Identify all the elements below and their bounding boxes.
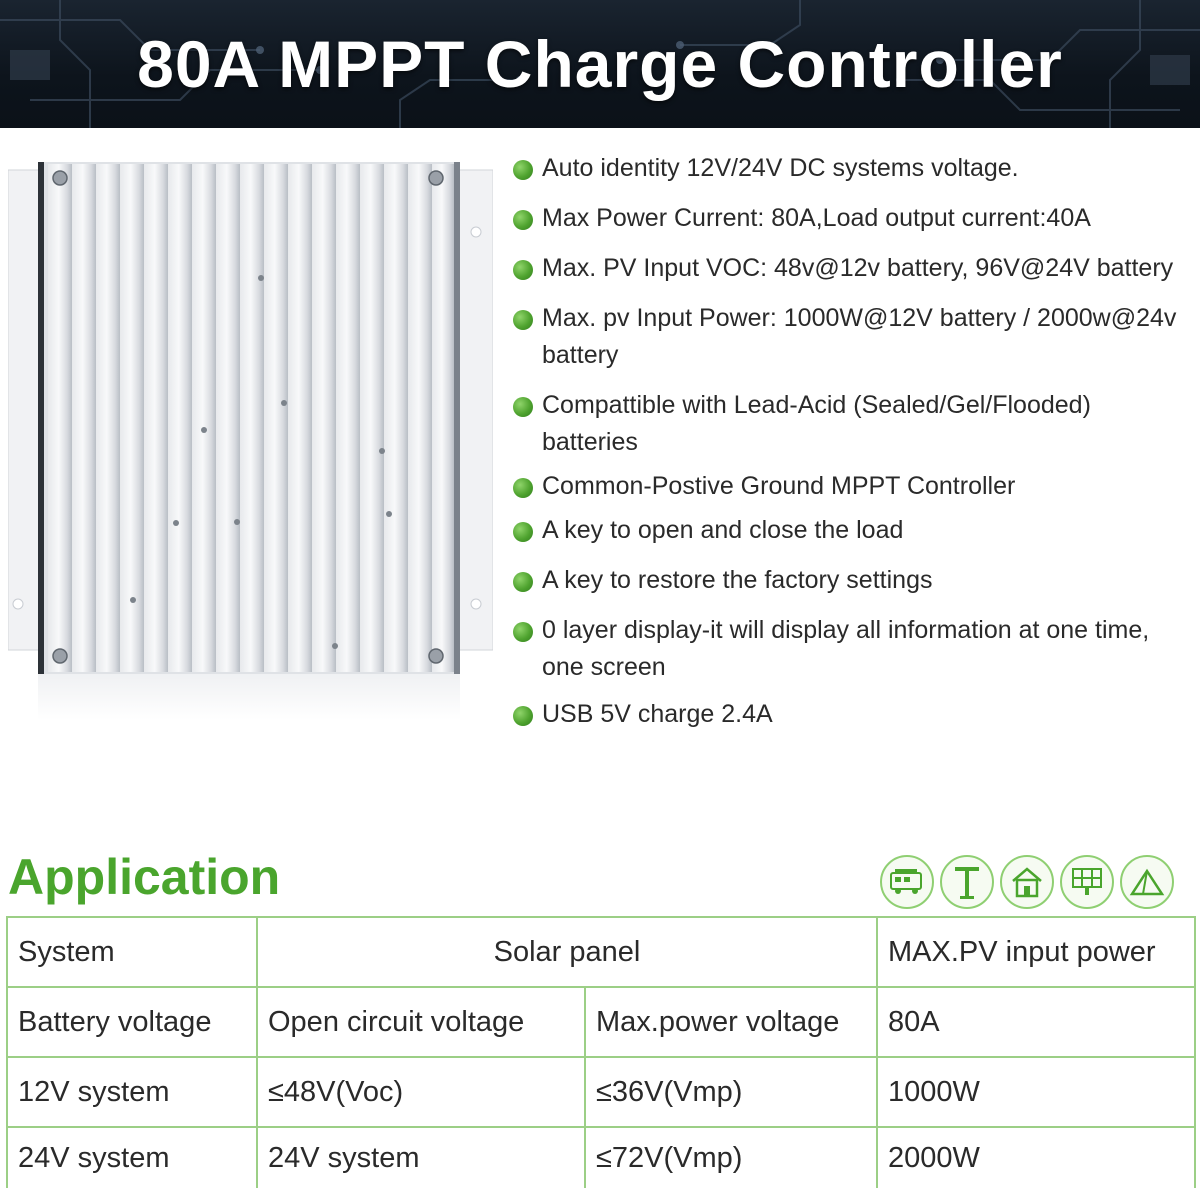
bullet-dot-icon bbox=[513, 572, 533, 592]
table-cell: 24V system bbox=[7, 1127, 257, 1188]
solar-panel-icon bbox=[1060, 855, 1114, 909]
bullet-dot-icon bbox=[513, 522, 533, 542]
page-title: 80A MPPT Charge Controller bbox=[137, 27, 1063, 101]
table-cell: ≤72V(Vmp) bbox=[585, 1127, 877, 1188]
feature-item: A key to open and close the load bbox=[510, 512, 1190, 549]
table-cell: ≤36V(Vmp) bbox=[585, 1057, 877, 1127]
header-banner bbox=[0, 0, 1200, 128]
table-row bbox=[7, 1057, 1195, 1127]
bullet-dot-icon bbox=[513, 706, 533, 726]
rv-icon bbox=[880, 855, 934, 909]
application-table bbox=[6, 916, 1196, 1188]
feature-item: Auto identity 12V/24V DC systems voltage. bbox=[510, 150, 1190, 187]
bullet-dot-icon bbox=[513, 310, 533, 330]
table-cell: 24V system bbox=[257, 1127, 585, 1188]
table-cell: 12V system bbox=[7, 1057, 257, 1127]
table-header-cell: Solar panel bbox=[257, 917, 877, 987]
feature-list bbox=[510, 150, 1190, 733]
table-row bbox=[7, 1127, 1195, 1188]
table-header-row bbox=[7, 917, 1195, 987]
feature-item: 0 layer display-it will display all information at one time, one screen bbox=[510, 612, 1190, 686]
tent-icon bbox=[1120, 855, 1174, 909]
house-icon bbox=[1000, 855, 1054, 909]
street-light-icon bbox=[940, 855, 994, 909]
feature-item: USB 5V charge 2.4A bbox=[510, 696, 1190, 733]
heatsink-image bbox=[8, 150, 493, 720]
bullet-dot-icon bbox=[513, 397, 533, 417]
feature-item: A key to restore the factory settings bbox=[510, 562, 1190, 599]
table-subheader-row bbox=[7, 987, 1195, 1057]
table-header-cell: System bbox=[7, 917, 257, 987]
bullet-dot-icon bbox=[513, 622, 533, 642]
table-cell: Battery voltage bbox=[7, 987, 257, 1057]
bullet-dot-icon bbox=[513, 160, 533, 180]
table-cell: Open circuit voltage bbox=[257, 987, 585, 1057]
feature-item: Compattible with Lead-Acid (Sealed/Gel/Flooded) batteries bbox=[510, 387, 1190, 461]
bullet-dot-icon bbox=[513, 478, 533, 498]
feature-item: Common-Postive Ground MPPT Controller bbox=[510, 468, 1190, 505]
table-cell: ≤48V(Voc) bbox=[257, 1057, 585, 1127]
table-cell: 1000W bbox=[877, 1057, 1195, 1127]
table-cell: 2000W bbox=[877, 1127, 1195, 1188]
table-cell: 80A bbox=[877, 987, 1195, 1057]
application-title: Application bbox=[8, 849, 281, 905]
application-icons bbox=[880, 855, 1195, 913]
bullet-dot-icon bbox=[513, 260, 533, 280]
feature-item: Max. pv Input Power: 1000W@12V battery / 2000w@24v battery bbox=[510, 300, 1190, 374]
feature-item: Max. PV Input VOC: 48v@12v battery, 96V@24V battery bbox=[510, 250, 1190, 287]
bullet-dot-icon bbox=[513, 210, 533, 230]
feature-item: Max Power Current: 80A,Load output current:40A bbox=[510, 200, 1190, 237]
table-header-cell: MAX.PV input power bbox=[877, 917, 1195, 987]
table-cell: Max.power voltage bbox=[585, 987, 877, 1057]
